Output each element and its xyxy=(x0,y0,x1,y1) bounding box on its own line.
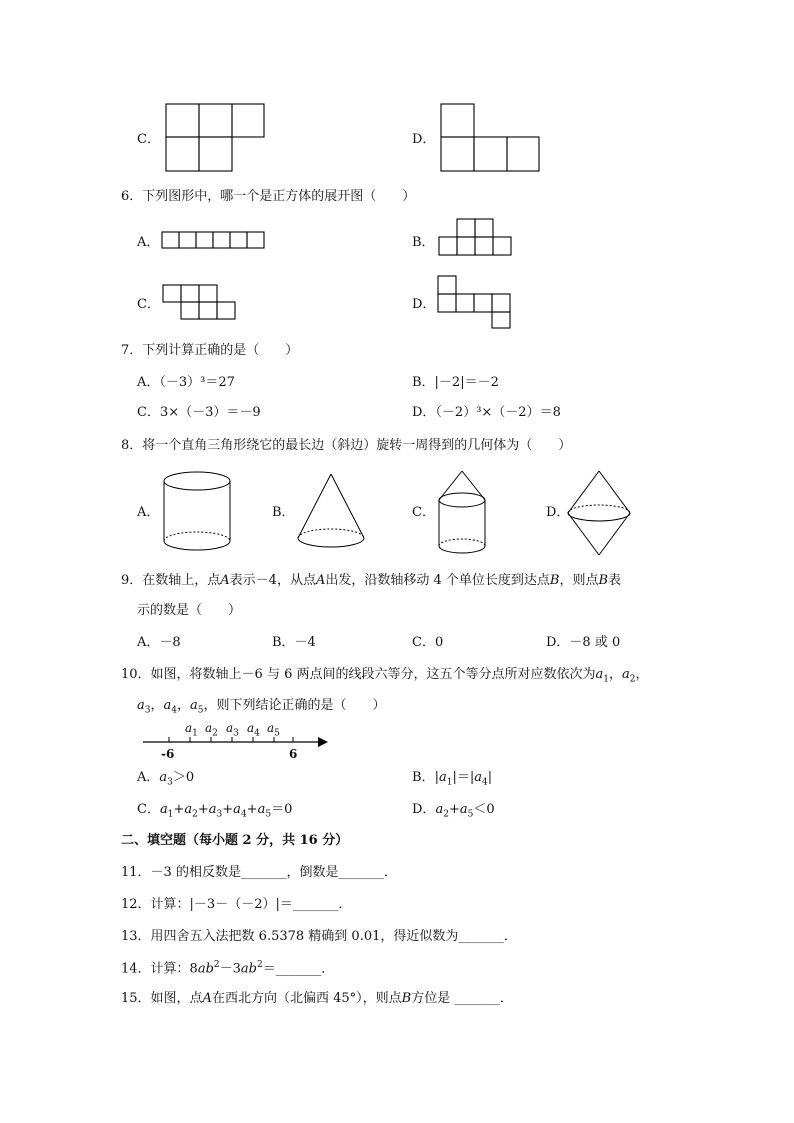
q9-option-c: C．0 xyxy=(412,635,444,650)
q8-option-b-label: B． xyxy=(272,505,295,520)
q6-option-d-net xyxy=(438,276,510,328)
q10-option-a: A．$a_3>0$ xyxy=(137,770,195,788)
q8-option-c-cone-cylinder xyxy=(439,471,485,553)
q9-stem-line1: 9．在数轴上，点A表示－4，从点A出发，沿数轴移动 4 个单位长度到达点B，则点B表 xyxy=(121,573,622,588)
q10-label-a5: $a_5$ xyxy=(267,721,280,739)
q6-option-b-net xyxy=(439,219,511,255)
q5-option-c-net xyxy=(166,104,264,171)
q10-label-a4: $a_4$ xyxy=(247,721,260,739)
q6-option-a-net xyxy=(162,232,264,248)
q10-option-d: D．$a_2+a_5<0$ xyxy=(412,802,495,820)
q6-option-b-label: B． xyxy=(412,235,435,250)
q8-option-a-label: A． xyxy=(137,505,160,520)
q5-option-d-net xyxy=(441,104,539,171)
q7-option-d: D．（－2）³×（－2）＝8 xyxy=(412,405,561,420)
q14-text: 14．计算：$8ab^2-3ab^2=\_\_\_\_\_\_\_$． xyxy=(121,960,335,977)
q7-option-a: A．（－3）³＝27 xyxy=(137,375,235,390)
q10-option-b: B．$|a_1|=|a_4|$ xyxy=(412,770,493,788)
q10-number-line xyxy=(143,737,328,747)
q9-option-a: A．－8 xyxy=(137,635,181,650)
q9-stem-line2: 示的数是（ ） xyxy=(137,603,242,618)
q5-option-c-label: C． xyxy=(137,132,160,147)
q13-text: 13．用四舍五入法把数 6.5378 精确到 0.01，得近似数为_______． xyxy=(121,929,517,944)
q7-option-c: C．3×（－3）＝－9 xyxy=(137,405,261,420)
q8-option-a-cylinder xyxy=(164,472,230,550)
q10-tick-label-minus6: -6 xyxy=(161,747,175,761)
q8-option-b-cone xyxy=(298,474,364,547)
q10-label-a1: $a_1$ xyxy=(185,721,198,739)
q6-option-d-label: D． xyxy=(412,297,436,312)
q8-option-c-label: C． xyxy=(412,505,435,520)
q10-stem-line2: $a_3$，$a_4$，$a_5$，则下列结论正确的是（ ） xyxy=(137,698,386,716)
q6-option-c-label: C． xyxy=(137,297,160,312)
q9-option-d: D．－8 或 0 xyxy=(546,635,621,650)
q15-text: 15．如图，点A在西北方向（北偏西 45°），则点B方位是 _______． xyxy=(121,991,513,1006)
q8-option-d-double-cone xyxy=(568,471,630,555)
q10-label-a3: $a_3$ xyxy=(226,721,239,739)
q10-tick-label-6: 6 xyxy=(289,747,298,761)
q10-stem-line1: 10．如图，将数轴上－6 与 6 两点间的线段六等分，这五个等分点所对应数依次为$a_1$，$a_2$， xyxy=(121,667,649,685)
q5-option-d-label: D． xyxy=(412,132,436,147)
q11-text: 11．－3 的相反数是_______，倒数是_______． xyxy=(121,865,397,880)
q9-option-b: B．－4 xyxy=(272,635,316,650)
q8-stem: 8．将一个直角三角形绕它的最长边（斜边）旋转一周得到的几何体为（ ） xyxy=(121,438,572,453)
q6-option-a-label: A． xyxy=(137,235,160,250)
q10-label-a2: $a_2$ xyxy=(205,721,218,739)
q7-option-b: B．|－2|＝－2 xyxy=(412,375,499,390)
section-2-title: 二、填空题（每小题 2 分，共 16 分） xyxy=(121,833,349,848)
q8-option-d-label: D． xyxy=(546,505,570,520)
q6-option-c-net xyxy=(163,285,235,319)
q6-stem: 6．下列图形中，哪一个是正方体的展开图（ ） xyxy=(121,189,416,204)
q12-text: 12．计算：|－3－（－2）|＝_______． xyxy=(121,897,352,912)
q10-option-c: C．$a_1+a_2+a_3+a_4+a_5=0$ xyxy=(137,802,293,820)
q7-stem: 7．下列计算正确的是（ ） xyxy=(121,343,299,358)
